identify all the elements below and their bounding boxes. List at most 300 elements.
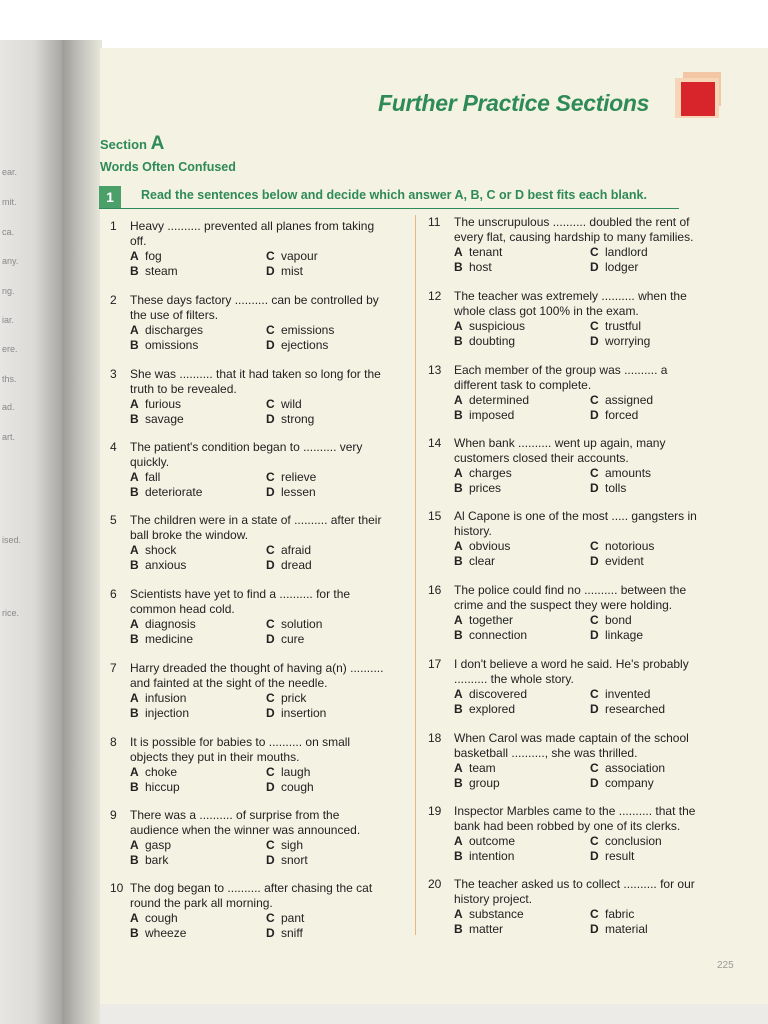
option-text: tenant bbox=[469, 245, 503, 259]
question-number: 18 bbox=[428, 731, 442, 745]
question-item bbox=[428, 804, 718, 864]
question-number: 13 bbox=[428, 363, 442, 377]
option-letter: D bbox=[590, 408, 599, 422]
option-letter: A bbox=[130, 838, 139, 852]
answer-option[interactable] bbox=[454, 702, 590, 717]
option-text: researched bbox=[605, 702, 666, 716]
option-text: insertion bbox=[281, 706, 327, 720]
option-letter: B bbox=[454, 334, 463, 348]
exercise-header bbox=[99, 186, 679, 209]
option-letter: D bbox=[266, 485, 275, 499]
answer-option[interactable] bbox=[266, 632, 406, 647]
option-letter: A bbox=[130, 397, 139, 411]
answer-option[interactable] bbox=[130, 706, 266, 721]
answer-options bbox=[454, 319, 718, 349]
option-letter: C bbox=[590, 319, 599, 333]
answer-option[interactable] bbox=[590, 260, 730, 275]
answer-option[interactable] bbox=[454, 907, 590, 922]
question-text-line: The patient's condition began to .......... very bbox=[130, 440, 363, 454]
answer-option[interactable] bbox=[590, 408, 730, 423]
answer-option[interactable] bbox=[590, 481, 730, 496]
answer-option[interactable] bbox=[454, 687, 590, 702]
answer-option[interactable] bbox=[266, 323, 406, 338]
question-text-line: truth to be revealed. bbox=[130, 382, 237, 396]
option-letter: A bbox=[454, 319, 463, 333]
answer-option[interactable] bbox=[590, 702, 730, 717]
left-page-fragment: ths. bbox=[2, 374, 17, 384]
option-text: discharges bbox=[145, 323, 204, 337]
answer-option[interactable] bbox=[590, 849, 730, 864]
option-text: omissions bbox=[145, 338, 199, 352]
answer-option[interactable] bbox=[130, 926, 266, 941]
left-page-fragment: ca. bbox=[2, 227, 15, 237]
question-text-line: I don't believe a word he said. He's probably bbox=[454, 657, 689, 671]
answer-option[interactable] bbox=[454, 260, 590, 275]
option-text: company bbox=[605, 776, 654, 790]
option-text: imposed bbox=[469, 408, 515, 422]
question-text-line: history. bbox=[454, 524, 492, 538]
answer-option[interactable] bbox=[590, 319, 730, 334]
option-text: charges bbox=[469, 466, 512, 480]
answer-options bbox=[130, 691, 410, 721]
option-text: obvious bbox=[469, 539, 511, 553]
option-letter: A bbox=[130, 470, 139, 484]
answer-option[interactable] bbox=[266, 838, 406, 853]
answer-option[interactable] bbox=[590, 554, 730, 569]
option-text: deteriorate bbox=[145, 485, 203, 499]
section-logo-icon bbox=[675, 72, 727, 120]
answer-option[interactable] bbox=[590, 393, 730, 408]
answer-option[interactable] bbox=[590, 628, 730, 643]
option-letter: A bbox=[454, 393, 463, 407]
answer-option[interactable] bbox=[266, 543, 406, 558]
option-text: forced bbox=[605, 408, 639, 422]
option-letter: C bbox=[590, 466, 599, 480]
option-text: connection bbox=[469, 628, 528, 642]
answer-option[interactable] bbox=[590, 776, 730, 791]
question-item bbox=[428, 657, 718, 717]
option-letter: D bbox=[266, 706, 275, 720]
answer-options bbox=[454, 539, 718, 569]
answer-option[interactable] bbox=[266, 853, 406, 868]
option-letter: D bbox=[266, 338, 275, 352]
answer-option[interactable] bbox=[266, 470, 406, 485]
option-text: conclusion bbox=[605, 834, 662, 848]
answer-option[interactable] bbox=[454, 408, 590, 423]
option-text: shock bbox=[145, 543, 177, 557]
option-letter: B bbox=[130, 780, 139, 794]
question-text-line: bank had been robbed by one of its clerks. bbox=[454, 819, 681, 833]
question-number: 12 bbox=[428, 289, 442, 303]
option-letter: A bbox=[130, 911, 139, 925]
page-number: 225 bbox=[717, 960, 734, 971]
option-text: substance bbox=[469, 907, 524, 921]
question-text-line: The teacher asked us to collect .......... for our bbox=[454, 877, 695, 891]
option-letter: A bbox=[454, 245, 463, 259]
question-number: 11 bbox=[428, 215, 441, 229]
question-number: 2 bbox=[110, 293, 117, 307]
answer-option[interactable] bbox=[266, 780, 406, 795]
option-letter: B bbox=[130, 926, 139, 940]
answer-option[interactable] bbox=[590, 922, 730, 937]
answer-option[interactable] bbox=[590, 334, 730, 349]
question-text-line: objects they put in their mouths. bbox=[130, 750, 300, 764]
option-letter: C bbox=[590, 393, 599, 407]
question-text-line: It is possible for babies to .......... on small bbox=[130, 735, 351, 749]
answer-option[interactable] bbox=[130, 691, 266, 706]
option-letter: C bbox=[266, 691, 275, 705]
answer-option[interactable] bbox=[266, 558, 406, 573]
answer-option[interactable] bbox=[590, 907, 730, 922]
option-letter: D bbox=[590, 849, 599, 863]
answer-option[interactable] bbox=[266, 485, 406, 500]
answer-option[interactable] bbox=[266, 412, 406, 427]
answer-option[interactable] bbox=[454, 539, 590, 554]
option-letter: C bbox=[590, 761, 599, 775]
option-letter: B bbox=[130, 412, 139, 426]
option-letter: B bbox=[454, 260, 463, 274]
option-letter: A bbox=[130, 543, 139, 557]
option-text: tolls bbox=[605, 481, 627, 495]
answer-option[interactable] bbox=[590, 834, 730, 849]
option-letter: C bbox=[590, 687, 599, 701]
option-text: cure bbox=[281, 632, 305, 646]
option-text: evident bbox=[605, 554, 644, 568]
option-letter: A bbox=[130, 323, 139, 337]
answer-option[interactable] bbox=[130, 780, 266, 795]
option-letter: D bbox=[590, 481, 599, 495]
question-text-line: The children were in a state of .......... after their bbox=[130, 513, 382, 527]
option-letter: A bbox=[454, 834, 463, 848]
answer-option[interactable] bbox=[590, 687, 730, 702]
answer-option[interactable] bbox=[266, 706, 406, 721]
answer-option[interactable] bbox=[454, 849, 590, 864]
question-item bbox=[428, 509, 718, 569]
question-item bbox=[428, 877, 718, 937]
option-letter: A bbox=[454, 761, 463, 775]
question-text-line: When bank .......... went up again, many bbox=[454, 436, 666, 450]
option-text: fabric bbox=[605, 907, 635, 921]
option-letter: C bbox=[590, 834, 599, 848]
option-text: afraid bbox=[281, 543, 312, 557]
left-page-fragment: ised. bbox=[2, 535, 22, 545]
question-text-line: Each member of the group was .......... a bbox=[454, 363, 668, 377]
question-item bbox=[428, 289, 718, 349]
answer-option[interactable] bbox=[130, 543, 266, 558]
left-page-fragment: any. bbox=[2, 256, 19, 266]
option-text: trustful bbox=[605, 319, 642, 333]
option-letter: A bbox=[454, 466, 463, 480]
question-item bbox=[110, 293, 410, 353]
answer-options bbox=[130, 765, 410, 795]
option-text: worrying bbox=[605, 334, 651, 348]
answer-option[interactable] bbox=[454, 554, 590, 569]
option-letter: D bbox=[266, 558, 275, 572]
option-letter: D bbox=[266, 632, 275, 646]
left-page-fragment: ng. bbox=[2, 286, 15, 296]
left-page-fragment: rice. bbox=[2, 608, 20, 618]
answer-options bbox=[130, 911, 410, 941]
answer-option[interactable] bbox=[130, 853, 266, 868]
option-letter: B bbox=[454, 702, 463, 716]
answer-option[interactable] bbox=[130, 323, 266, 338]
option-text: matter bbox=[469, 922, 504, 936]
option-text: choke bbox=[145, 765, 178, 779]
column-divider bbox=[415, 215, 416, 935]
option-text: notorious bbox=[605, 539, 655, 553]
option-text: mist bbox=[281, 264, 303, 278]
answer-option[interactable] bbox=[130, 264, 266, 279]
answer-option[interactable] bbox=[130, 558, 266, 573]
option-letter: C bbox=[266, 470, 275, 484]
option-letter: C bbox=[266, 838, 275, 852]
option-letter: B bbox=[454, 408, 463, 422]
option-text: determined bbox=[469, 393, 530, 407]
question-text-line: the use of filters. bbox=[130, 308, 219, 322]
answer-options bbox=[454, 466, 718, 496]
section-label-prefix: Section bbox=[100, 137, 147, 152]
section-label bbox=[100, 133, 164, 155]
question-text-line: Harry dreaded the thought of having a(n) .......... bbox=[130, 661, 384, 675]
answer-options bbox=[130, 543, 410, 573]
answer-option[interactable] bbox=[454, 481, 590, 496]
answer-option[interactable] bbox=[590, 466, 730, 481]
option-letter: C bbox=[266, 911, 275, 925]
answer-option[interactable] bbox=[266, 691, 406, 706]
option-text: dread bbox=[281, 558, 312, 572]
answer-option[interactable] bbox=[454, 334, 590, 349]
option-text: association bbox=[605, 761, 666, 775]
question-text-line: The police could find no .......... between the bbox=[454, 583, 687, 597]
option-letter: D bbox=[590, 702, 599, 716]
answer-option[interactable] bbox=[454, 834, 590, 849]
book-spine-shadow bbox=[62, 40, 102, 1024]
question-number: 3 bbox=[110, 367, 117, 381]
option-letter: B bbox=[130, 632, 139, 646]
question-text-line: The teacher was extremely .......... when the bbox=[454, 289, 687, 303]
option-letter: D bbox=[266, 853, 275, 867]
question-text-line: The unscrupulous .......... doubled the rent of bbox=[454, 215, 690, 229]
option-text: furious bbox=[145, 397, 182, 411]
question-text-line: quickly. bbox=[130, 455, 170, 469]
question-number: 4 bbox=[110, 440, 117, 454]
option-text: invented bbox=[605, 687, 651, 701]
question-text-line: whole class got 100% in the exam. bbox=[454, 304, 639, 318]
question-text-line: different task to complete. bbox=[454, 378, 592, 392]
answer-option[interactable] bbox=[266, 397, 406, 412]
answer-option[interactable] bbox=[266, 765, 406, 780]
option-letter: D bbox=[266, 780, 275, 794]
answer-option[interactable] bbox=[590, 761, 730, 776]
option-text: cough bbox=[281, 780, 314, 794]
option-text: snort bbox=[281, 853, 308, 867]
answer-options bbox=[454, 834, 718, 864]
page-bottom-edge bbox=[100, 1004, 768, 1024]
option-text: pant bbox=[281, 911, 305, 925]
option-text: doubting bbox=[469, 334, 516, 348]
option-text: solution bbox=[281, 617, 323, 631]
answer-option[interactable] bbox=[454, 393, 590, 408]
answer-option[interactable] bbox=[590, 245, 730, 260]
left-page-fragment: mit. bbox=[2, 197, 17, 207]
answer-option[interactable] bbox=[454, 245, 590, 260]
question-item bbox=[110, 587, 410, 647]
answer-option[interactable] bbox=[266, 338, 406, 353]
question-text-line: She was .......... that it had taken so long for the bbox=[130, 367, 381, 381]
option-letter: C bbox=[266, 543, 275, 557]
question-text-line: audience when the winner was announced. bbox=[130, 823, 361, 837]
question-text-line: and fainted at the sight of the needle. bbox=[130, 676, 328, 690]
option-letter: C bbox=[590, 907, 599, 921]
answer-option[interactable] bbox=[454, 776, 590, 791]
answer-option[interactable] bbox=[266, 926, 406, 941]
option-text: host bbox=[469, 260, 492, 274]
answer-options bbox=[130, 323, 410, 353]
option-text: result bbox=[605, 849, 635, 863]
option-letter: D bbox=[590, 554, 599, 568]
option-letter: D bbox=[590, 628, 599, 642]
question-item bbox=[428, 436, 718, 496]
question-number: 1 bbox=[110, 219, 117, 233]
answer-option[interactable] bbox=[590, 539, 730, 554]
question-number: 16 bbox=[428, 583, 442, 597]
answer-option[interactable] bbox=[266, 249, 406, 264]
answer-option[interactable] bbox=[130, 338, 266, 353]
left-page-fragment: ear. bbox=[2, 167, 18, 177]
answer-option[interactable] bbox=[454, 613, 590, 628]
option-text: fog bbox=[145, 249, 162, 263]
option-text: discovered bbox=[469, 687, 528, 701]
answer-option[interactable] bbox=[454, 319, 590, 334]
option-letter: B bbox=[130, 485, 139, 499]
question-item bbox=[428, 363, 718, 423]
option-text: together bbox=[469, 613, 514, 627]
answer-options bbox=[454, 245, 718, 275]
answer-option[interactable] bbox=[130, 249, 266, 264]
option-letter: D bbox=[266, 264, 275, 278]
option-letter: A bbox=[130, 617, 139, 631]
answer-option[interactable] bbox=[130, 485, 266, 500]
answer-option[interactable] bbox=[130, 617, 266, 632]
option-text: team bbox=[469, 761, 496, 775]
answer-option[interactable] bbox=[130, 632, 266, 647]
option-text: vapour bbox=[281, 249, 318, 263]
question-text-line: history project. bbox=[454, 892, 533, 906]
answer-option[interactable] bbox=[454, 761, 590, 776]
option-text: injection bbox=[145, 706, 190, 720]
option-text: assigned bbox=[605, 393, 654, 407]
option-letter: B bbox=[454, 554, 463, 568]
question-text-line: .......... the whole story. bbox=[454, 672, 574, 686]
option-letter: A bbox=[130, 691, 139, 705]
option-letter: D bbox=[266, 926, 275, 940]
question-text-line: Al Capone is one of the most ..... gangsters in bbox=[454, 509, 697, 523]
option-text: diagnosis bbox=[145, 617, 196, 631]
option-text: steam bbox=[145, 264, 178, 278]
option-letter: C bbox=[266, 765, 275, 779]
option-text: strong bbox=[281, 412, 315, 426]
option-text: group bbox=[469, 776, 500, 790]
question-item bbox=[428, 583, 718, 643]
question-number: 17 bbox=[428, 657, 442, 671]
answer-option[interactable] bbox=[266, 617, 406, 632]
left-page-fragment: ere. bbox=[2, 344, 18, 354]
question-text-line: Heavy .......... prevented all planes from taking bbox=[130, 219, 375, 233]
option-text: lodger bbox=[605, 260, 639, 274]
option-text: medicine bbox=[145, 632, 194, 646]
answer-option[interactable] bbox=[130, 470, 266, 485]
option-letter: C bbox=[590, 539, 599, 553]
answer-options bbox=[454, 907, 718, 937]
answer-options bbox=[130, 249, 410, 279]
question-text-line: customers closed their accounts. bbox=[454, 451, 629, 465]
question-text-line: Scientists have yet to find a .......... for the bbox=[130, 587, 351, 601]
option-letter: C bbox=[266, 323, 275, 337]
answer-option[interactable] bbox=[266, 911, 406, 926]
left-page-fragment: ad. bbox=[2, 402, 15, 412]
question-number: 10 bbox=[110, 881, 124, 895]
question-text-line: ball broke the window. bbox=[130, 528, 249, 542]
question-item bbox=[110, 513, 410, 573]
option-text: intention bbox=[469, 849, 515, 863]
answer-option[interactable] bbox=[130, 911, 266, 926]
question-text-line: common head cold. bbox=[130, 602, 235, 616]
option-letter: B bbox=[130, 558, 139, 572]
option-text: prick bbox=[281, 691, 307, 705]
answer-option[interactable] bbox=[454, 466, 590, 481]
answer-option[interactable] bbox=[130, 765, 266, 780]
option-text: sigh bbox=[281, 838, 304, 852]
option-letter: C bbox=[590, 613, 599, 627]
question-item bbox=[428, 215, 718, 275]
answer-option[interactable] bbox=[454, 922, 590, 937]
option-letter: A bbox=[454, 613, 463, 627]
answer-option[interactable] bbox=[130, 838, 266, 853]
option-letter: C bbox=[590, 245, 599, 259]
question-item bbox=[110, 881, 410, 941]
exercise-number-badge: 1 bbox=[99, 186, 121, 208]
option-letter: D bbox=[590, 334, 599, 348]
option-text: sniff bbox=[281, 926, 303, 940]
answer-option[interactable] bbox=[266, 264, 406, 279]
option-text: bark bbox=[145, 853, 169, 867]
option-letter: B bbox=[454, 776, 463, 790]
answer-option[interactable] bbox=[130, 412, 266, 427]
option-letter: D bbox=[590, 776, 599, 790]
option-text: laugh bbox=[281, 765, 311, 779]
question-number: 6 bbox=[110, 587, 117, 601]
left-page-fragment: iar. bbox=[2, 315, 15, 325]
answer-option[interactable] bbox=[590, 613, 730, 628]
option-text: clear bbox=[469, 554, 496, 568]
option-letter: B bbox=[130, 706, 139, 720]
option-text: anxious bbox=[145, 558, 187, 572]
section-letter: A bbox=[150, 133, 165, 154]
option-text: fall bbox=[145, 470, 161, 484]
option-text: relieve bbox=[281, 470, 317, 484]
option-text: cough bbox=[145, 911, 178, 925]
option-text: infusion bbox=[145, 691, 187, 705]
option-text: gasp bbox=[145, 838, 172, 852]
option-text: linkage bbox=[605, 628, 644, 642]
option-text: material bbox=[605, 922, 648, 936]
answer-options bbox=[130, 617, 410, 647]
answer-option[interactable] bbox=[454, 628, 590, 643]
answer-option[interactable] bbox=[130, 397, 266, 412]
page-title: Further Practice Sections bbox=[378, 90, 650, 116]
option-letter: C bbox=[266, 617, 275, 631]
question-number: 20 bbox=[428, 877, 442, 891]
